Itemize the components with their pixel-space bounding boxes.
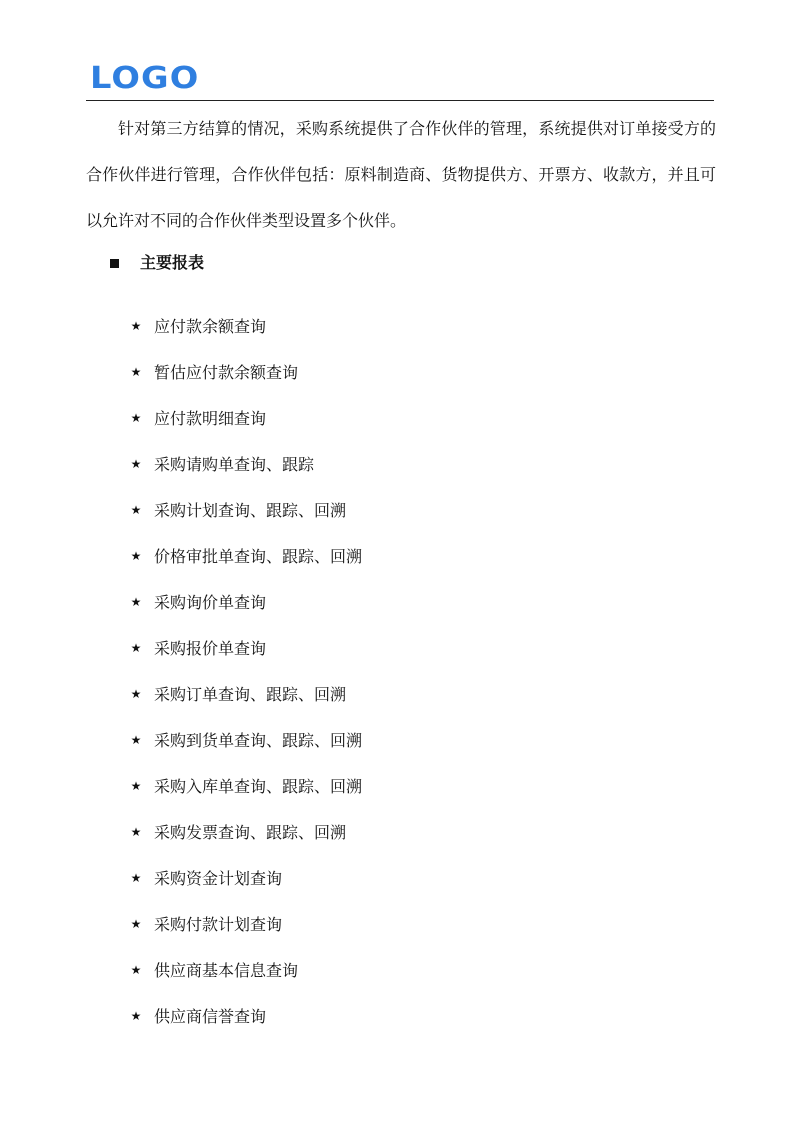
list-item	[130, 808, 630, 854]
list-item-label: 采购计划查询、跟踪、回溯	[154, 500, 347, 520]
list-item	[130, 348, 630, 394]
list-item-label: 采购询价单查询	[154, 592, 267, 612]
intro-paragraph: 针对第三方结算的情况，采购系统提供了合作伙伴的管理，系统提供对订单接受方的合作伙伴进行管理，合作伙伴包括：原料制造商、货物提供方、开票方、收款方，并且可以允许对不同的合作伙伴类型设置多个伙伴。	[86, 119, 716, 230]
list-item-label: 采购到货单查询、跟踪、回溯	[154, 730, 363, 750]
list-item	[130, 762, 630, 808]
logo: LOGO	[90, 61, 200, 96]
star-icon: ★	[130, 319, 142, 333]
list-item-label: 应付款明细查询	[154, 408, 267, 428]
star-icon: ★	[130, 917, 142, 931]
star-icon: ★	[130, 963, 142, 977]
section-heading	[110, 248, 510, 278]
page-header	[86, 62, 714, 101]
list-item-label: 价格审批单查询、跟踪、回溯	[154, 546, 363, 566]
list-item	[130, 992, 630, 1038]
report-list	[130, 302, 630, 1038]
list-item	[130, 532, 630, 578]
list-item	[130, 624, 630, 670]
square-bullet-icon	[110, 259, 119, 268]
list-item	[130, 716, 630, 762]
list-item	[130, 440, 630, 486]
star-icon: ★	[130, 825, 142, 839]
list-item	[130, 394, 630, 440]
list-item	[130, 670, 630, 716]
list-item-label: 采购付款计划查询	[154, 914, 283, 934]
list-item-label: 应付款余额查询	[154, 316, 267, 336]
list-item	[130, 854, 630, 900]
list-item	[130, 578, 630, 624]
list-item-label: 供应商信誉查询	[154, 1006, 267, 1026]
list-item	[130, 486, 630, 532]
section-title: 主要报表	[140, 253, 205, 272]
star-icon: ★	[130, 871, 142, 885]
list-item-label: 采购请购单查询、跟踪	[154, 454, 315, 474]
star-icon: ★	[130, 595, 142, 609]
list-item-label: 采购订单查询、跟踪、回溯	[154, 684, 347, 704]
star-icon: ★	[130, 1009, 142, 1023]
list-item-label: 供应商基本信息查询	[154, 960, 299, 980]
list-item-label: 采购入库单查询、跟踪、回溯	[154, 776, 363, 796]
star-icon: ★	[130, 365, 142, 379]
star-icon: ★	[130, 687, 142, 701]
list-item-label: 暂估应付款余额查询	[154, 362, 299, 382]
star-icon: ★	[130, 457, 142, 471]
list-item-label: 采购发票查询、跟踪、回溯	[154, 822, 347, 842]
star-icon: ★	[130, 503, 142, 517]
list-item	[130, 302, 630, 348]
star-icon: ★	[130, 733, 142, 747]
list-item	[130, 946, 630, 992]
list-item	[130, 900, 630, 946]
star-icon: ★	[130, 549, 142, 563]
list-item-label: 采购资金计划查询	[154, 868, 283, 888]
star-icon: ★	[130, 411, 142, 425]
star-icon: ★	[130, 779, 142, 793]
list-item-label: 采购报价单查询	[154, 638, 267, 658]
star-icon: ★	[130, 641, 142, 655]
